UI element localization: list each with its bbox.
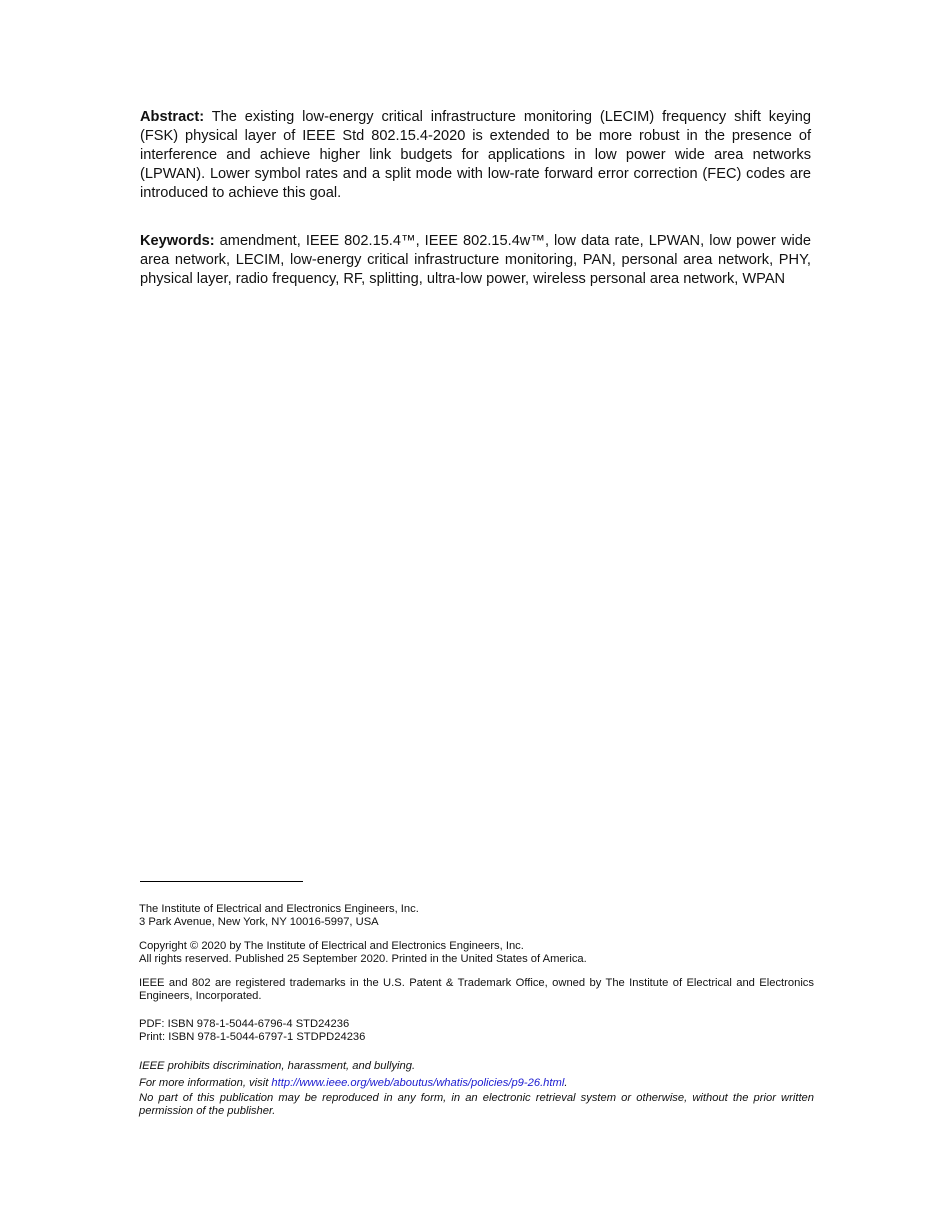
keywords-label: Keywords: [140,233,215,249]
more-info-prefix: For more information, visit [139,1077,272,1089]
publisher-block [139,903,814,930]
abstract-text: The existing low-energy critical infrastructure monitoring (LECIM) frequency shift keying (FSK) physical layer of IEEE Std 802.15.4-2020 is extended to be more robust in the presence of interference and achieve higher link budgets for applications in low power wide area networks (LPWAN). Lower symbol rates and a split mode with low-rate forward error correction (FEC) codes are introduced to achieve this goal. [140,109,811,201]
footnote-divider [140,881,303,882]
rights-line: All rights reserved. Published 25 September 2020. Printed in the United States of America. [139,953,587,966]
isbn-print: Print: ISBN 978-1-5044-6797-1 STDPD24236 [139,1031,366,1044]
isbn-block [139,1018,814,1045]
reproduction-notice: No part of this publication may be reproduced in any form, in an electronic retrieval system or otherwise, without the prior written permission of the publisher. [139,1092,814,1118]
trademark-notice: IEEE and 802 are registered trademarks in the U.S. Patent & Trademark Office, owned by The Institute of Electrical and Electronics Engineers, Incorporated. [139,977,814,1003]
isbn-pdf: PDF: ISBN 978-1-5044-6796-4 STD24236 [139,1018,350,1030]
copyright-line: Copyright © 2020 by The Institute of Electrical and Electronics Engineers, Inc. [139,940,524,952]
publisher-address: 3 Park Avenue, New York, NY 10016-5997, USA [139,916,379,929]
policy-link[interactable]: http://www.ieee.org/web/aboutus/whatis/policies/p9-26.html [271,1077,565,1089]
publisher-name: The Institute of Electrical and Electronics Engineers, Inc. [139,903,419,915]
more-info-line [139,1077,814,1090]
abstract-label: Abstract: [140,109,205,125]
keywords-text: amendment, IEEE 802.15.4™, IEEE 802.15.4w™, low data rate, LPWAN, low power wide area network, LECIM, low-energy critical infrastructure monitoring, PAN, personal area network, PHY, physical layer, radio frequency, RF, splitting, ultra-low power, wireless personal area network, WPAN [140,233,811,287]
abstract-paragraph [140,108,811,203]
keywords-paragraph [140,232,811,289]
policy-statement: IEEE prohibits discrimination, harassment, and bullying. [139,1060,416,1072]
more-info-suffix: . [564,1077,568,1089]
copyright-block [139,940,814,967]
